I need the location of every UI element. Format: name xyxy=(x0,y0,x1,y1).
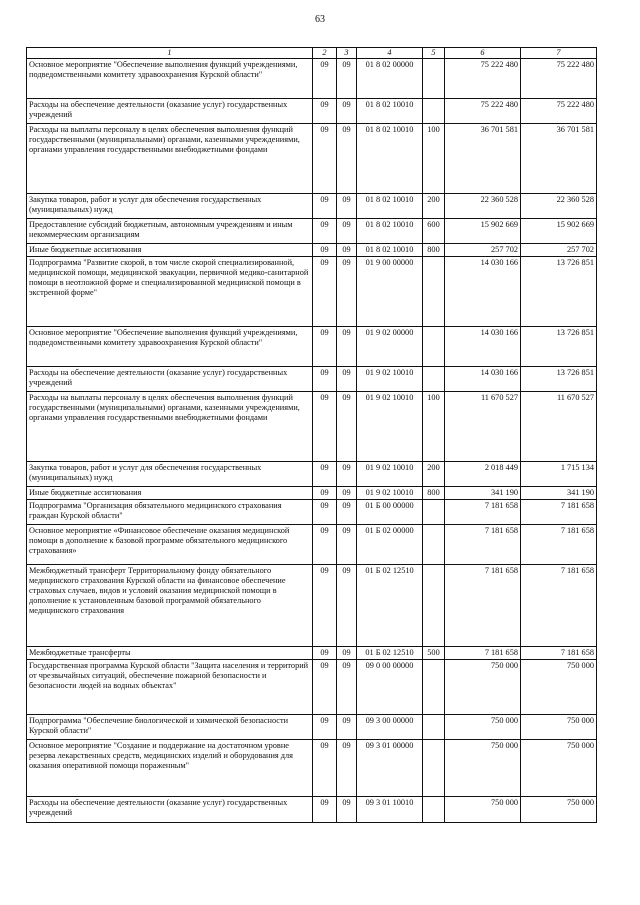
table-row xyxy=(27,647,597,660)
expense-type-code: 800 xyxy=(423,244,445,257)
target-article-code: 01 9 02 10010 xyxy=(357,392,423,462)
subsection-code: 09 xyxy=(337,740,357,797)
subsection-code: 09 xyxy=(337,367,357,392)
amount-year-2: 15 902 669 xyxy=(521,219,597,244)
expense-type-code: 500 xyxy=(423,647,445,660)
amount-year-2: 36 701 581 xyxy=(521,124,597,194)
amount-year-2: 75 222 480 xyxy=(521,99,597,124)
amount-year-1: 75 222 480 xyxy=(445,99,521,124)
section-code: 09 xyxy=(313,660,337,715)
subsection-code: 09 xyxy=(337,194,357,219)
section-code: 09 xyxy=(313,59,337,99)
section-code: 09 xyxy=(313,367,337,392)
expense-type-code xyxy=(423,660,445,715)
table-row xyxy=(27,715,597,740)
column-header: 4 xyxy=(357,48,423,59)
row-name: Межбюджетные трансферты xyxy=(27,647,313,660)
amount-year-2: 22 360 528 xyxy=(521,194,597,219)
row-name: Иные бюджетные ассигнования xyxy=(27,244,313,257)
subsection-code: 09 xyxy=(337,392,357,462)
expense-type-code xyxy=(423,525,445,565)
amount-year-1: 14 030 166 xyxy=(445,327,521,367)
expense-type-code xyxy=(423,797,445,823)
target-article-code: 01 Б 02 12510 xyxy=(357,647,423,660)
expense-type-code xyxy=(423,740,445,797)
amount-year-2: 13 726 851 xyxy=(521,327,597,367)
subsection-code: 09 xyxy=(337,124,357,194)
table-row xyxy=(27,660,597,715)
amount-year-2: 13 726 851 xyxy=(521,367,597,392)
expense-type-code: 200 xyxy=(423,194,445,219)
column-header: 1 xyxy=(27,48,313,59)
row-name: Подпрограмма "Организация обязательного медицинского страхования граждан Курской области" xyxy=(27,500,313,525)
table-row xyxy=(27,327,597,367)
row-name: Межбюджетный трансферт Территориальному фонду обязательного медицинского страхования Курской области на финансовое обеспечение страховых случаев, видов и условий оказания медицинской помощи в дополнение к установленным базовой программой обязательного медицинского страхования xyxy=(27,565,313,647)
amount-year-2: 257 702 xyxy=(521,244,597,257)
target-article-code: 01 Б 02 00000 xyxy=(357,525,423,565)
section-code: 09 xyxy=(313,244,337,257)
row-name: Основное мероприятие «Финансовое обеспечение оказания медицинской помощи в дополнение к базовой программе обязательного медицинского страхования» xyxy=(27,525,313,565)
amount-year-1: 7 181 658 xyxy=(445,500,521,525)
expense-type-code: 800 xyxy=(423,487,445,500)
section-code: 09 xyxy=(313,327,337,367)
amount-year-2: 13 726 851 xyxy=(521,257,597,327)
column-header: 5 xyxy=(423,48,445,59)
table-row xyxy=(27,500,597,525)
row-name: Расходы на обеспечение деятельности (оказание услуг) государственных учреждений xyxy=(27,797,313,823)
expense-type-code xyxy=(423,99,445,124)
amount-year-1: 750 000 xyxy=(445,740,521,797)
target-article-code: 01 9 02 10010 xyxy=(357,487,423,500)
amount-year-2: 750 000 xyxy=(521,740,597,797)
subsection-code: 09 xyxy=(337,219,357,244)
amount-year-2: 1 715 134 xyxy=(521,462,597,487)
amount-year-2: 7 181 658 xyxy=(521,500,597,525)
expense-type-code xyxy=(423,367,445,392)
expense-type-code xyxy=(423,257,445,327)
section-code: 09 xyxy=(313,797,337,823)
column-header: 2 xyxy=(313,48,337,59)
target-article-code: 01 9 00 00000 xyxy=(357,257,423,327)
subsection-code: 09 xyxy=(337,99,357,124)
table-row xyxy=(27,525,597,565)
table-row xyxy=(27,257,597,327)
target-article-code: 09 0 00 00000 xyxy=(357,660,423,715)
table-row xyxy=(27,194,597,219)
row-name: Расходы на обеспечение деятельности (оказание услуг) государственных учреждений xyxy=(27,99,313,124)
amount-year-2: 75 222 480 xyxy=(521,59,597,99)
row-name: Подпрограмма "Обеспечение биологической и химической безопасности Курской области" xyxy=(27,715,313,740)
subsection-code: 09 xyxy=(337,565,357,647)
table-row xyxy=(27,392,597,462)
amount-year-2: 11 670 527 xyxy=(521,392,597,462)
amount-year-2: 750 000 xyxy=(521,715,597,740)
amount-year-2: 750 000 xyxy=(521,660,597,715)
header-row xyxy=(27,48,597,59)
target-article-code: 01 Б 02 12510 xyxy=(357,565,423,647)
table-row xyxy=(27,487,597,500)
row-name: Расходы на выплаты персоналу в целях обеспечения выполнения функций государственными (муниципальными) органами, казенными учреждениями, органами управления государственными внебюджетными фондами xyxy=(27,124,313,194)
amount-year-2: 341 190 xyxy=(521,487,597,500)
subsection-code: 09 xyxy=(337,244,357,257)
target-article-code: 01 8 02 10010 xyxy=(357,124,423,194)
amount-year-1: 257 702 xyxy=(445,244,521,257)
table-row xyxy=(27,219,597,244)
table-row xyxy=(27,59,597,99)
section-code: 09 xyxy=(313,99,337,124)
expense-type-code xyxy=(423,59,445,99)
table-row xyxy=(27,462,597,487)
target-article-code: 01 8 02 10010 xyxy=(357,244,423,257)
table-row xyxy=(27,244,597,257)
subsection-code: 09 xyxy=(337,525,357,565)
amount-year-1: 7 181 658 xyxy=(445,525,521,565)
amount-year-1: 341 190 xyxy=(445,487,521,500)
section-code: 09 xyxy=(313,392,337,462)
expense-type-code xyxy=(423,500,445,525)
expense-type-code xyxy=(423,565,445,647)
row-name: Основное мероприятие "Обеспечение выполнения функций учреждениями, подведомственными комитету здравоохранения Курской области" xyxy=(27,327,313,367)
target-article-code: 09 3 01 00000 xyxy=(357,740,423,797)
section-code: 09 xyxy=(313,500,337,525)
section-code: 09 xyxy=(313,647,337,660)
subsection-code: 09 xyxy=(337,715,357,740)
table-body xyxy=(27,59,597,823)
table-row xyxy=(27,367,597,392)
target-article-code: 01 8 02 00000 xyxy=(357,59,423,99)
amount-year-2: 7 181 658 xyxy=(521,565,597,647)
table-row xyxy=(27,740,597,797)
amount-year-1: 7 181 658 xyxy=(445,565,521,647)
section-code: 09 xyxy=(313,462,337,487)
section-code: 09 xyxy=(313,257,337,327)
subsection-code: 09 xyxy=(337,500,357,525)
expense-type-code: 200 xyxy=(423,462,445,487)
subsection-code: 09 xyxy=(337,327,357,367)
amount-year-1: 36 701 581 xyxy=(445,124,521,194)
target-article-code: 01 8 02 10010 xyxy=(357,219,423,244)
row-name: Закупка товаров, работ и услуг для обеспечения государственных (муниципальных) нужд xyxy=(27,462,313,487)
subsection-code: 09 xyxy=(337,487,357,500)
column-header: 7 xyxy=(521,48,597,59)
amount-year-1: 2 018 449 xyxy=(445,462,521,487)
expense-type-code xyxy=(423,327,445,367)
expense-type-code: 100 xyxy=(423,124,445,194)
subsection-code: 09 xyxy=(337,647,357,660)
page-number: 63 xyxy=(315,14,325,25)
amount-year-1: 75 222 480 xyxy=(445,59,521,99)
amount-year-1: 750 000 xyxy=(445,660,521,715)
row-name: Расходы на обеспечение деятельности (оказание услуг) государственных учреждений xyxy=(27,367,313,392)
budget-table xyxy=(26,47,597,823)
amount-year-2: 7 181 658 xyxy=(521,525,597,565)
amount-year-1: 15 902 669 xyxy=(445,219,521,244)
section-code: 09 xyxy=(313,487,337,500)
target-article-code: 01 9 02 10010 xyxy=(357,367,423,392)
section-code: 09 xyxy=(313,740,337,797)
amount-year-2: 7 181 658 xyxy=(521,647,597,660)
row-name: Предоставление субсидий бюджетным, автономным учреждениям и иным некоммерческим организациям xyxy=(27,219,313,244)
row-name: Основное мероприятие "Создание и поддержание на достаточном уровне резерва лекарственных средств, медицинских изделий и оборудования для оказания оперативной помощи пораженным" xyxy=(27,740,313,797)
subsection-code: 09 xyxy=(337,797,357,823)
amount-year-2: 750 000 xyxy=(521,797,597,823)
amount-year-1: 750 000 xyxy=(445,797,521,823)
subsection-code: 09 xyxy=(337,660,357,715)
subsection-code: 09 xyxy=(337,257,357,327)
section-code: 09 xyxy=(313,525,337,565)
amount-year-1: 750 000 xyxy=(445,715,521,740)
row-name: Подпрограмма "Развитие скорой, в том числе скорой специализированной, медицинской помощи, медицинской эвакуации, первичной медико-санитарной помощи в неотложной форме и специализированной медицинской помощи в экстренной форме" xyxy=(27,257,313,327)
target-article-code: 01 8 02 10010 xyxy=(357,99,423,124)
subsection-code: 09 xyxy=(337,462,357,487)
column-header: 6 xyxy=(445,48,521,59)
row-name: Закупка товаров, работ и услуг для обеспечения государственных (муниципальных) нужд xyxy=(27,194,313,219)
amount-year-1: 7 181 658 xyxy=(445,647,521,660)
target-article-code: 01 9 02 10010 xyxy=(357,462,423,487)
expense-type-code: 600 xyxy=(423,219,445,244)
amount-year-1: 14 030 166 xyxy=(445,367,521,392)
expense-type-code: 100 xyxy=(423,392,445,462)
section-code: 09 xyxy=(313,194,337,219)
target-article-code: 01 Б 00 00000 xyxy=(357,500,423,525)
table-row xyxy=(27,565,597,647)
row-name: Иные бюджетные ассигнования xyxy=(27,487,313,500)
section-code: 09 xyxy=(313,124,337,194)
section-code: 09 xyxy=(313,715,337,740)
expense-type-code xyxy=(423,715,445,740)
amount-year-1: 11 670 527 xyxy=(445,392,521,462)
table-row xyxy=(27,99,597,124)
column-header: 3 xyxy=(337,48,357,59)
target-article-code: 01 8 02 10010 xyxy=(357,194,423,219)
row-name: Расходы на выплаты персоналу в целях обеспечения выполнения функций государственными (муниципальными) органами, казенными учреждениями, органами управления государственными внебюджетными фондами xyxy=(27,392,313,462)
target-article-code: 09 3 00 00000 xyxy=(357,715,423,740)
amount-year-1: 14 030 166 xyxy=(445,257,521,327)
target-article-code: 01 9 02 00000 xyxy=(357,327,423,367)
row-name: Основное мероприятие "Обеспечение выполнения функций учреждениями, подведомственными комитету здравоохранения Курской области" xyxy=(27,59,313,99)
table-row xyxy=(27,124,597,194)
section-code: 09 xyxy=(313,219,337,244)
target-article-code: 09 3 01 10010 xyxy=(357,797,423,823)
row-name: Государственная программа Курской области "Защита населения и территорий от чрезвычайных ситуаций, обеспечение пожарной безопасности и безопасности людей на водных объектах" xyxy=(27,660,313,715)
table-row xyxy=(27,797,597,823)
subsection-code: 09 xyxy=(337,59,357,99)
amount-year-1: 22 360 528 xyxy=(445,194,521,219)
section-code: 09 xyxy=(313,565,337,647)
